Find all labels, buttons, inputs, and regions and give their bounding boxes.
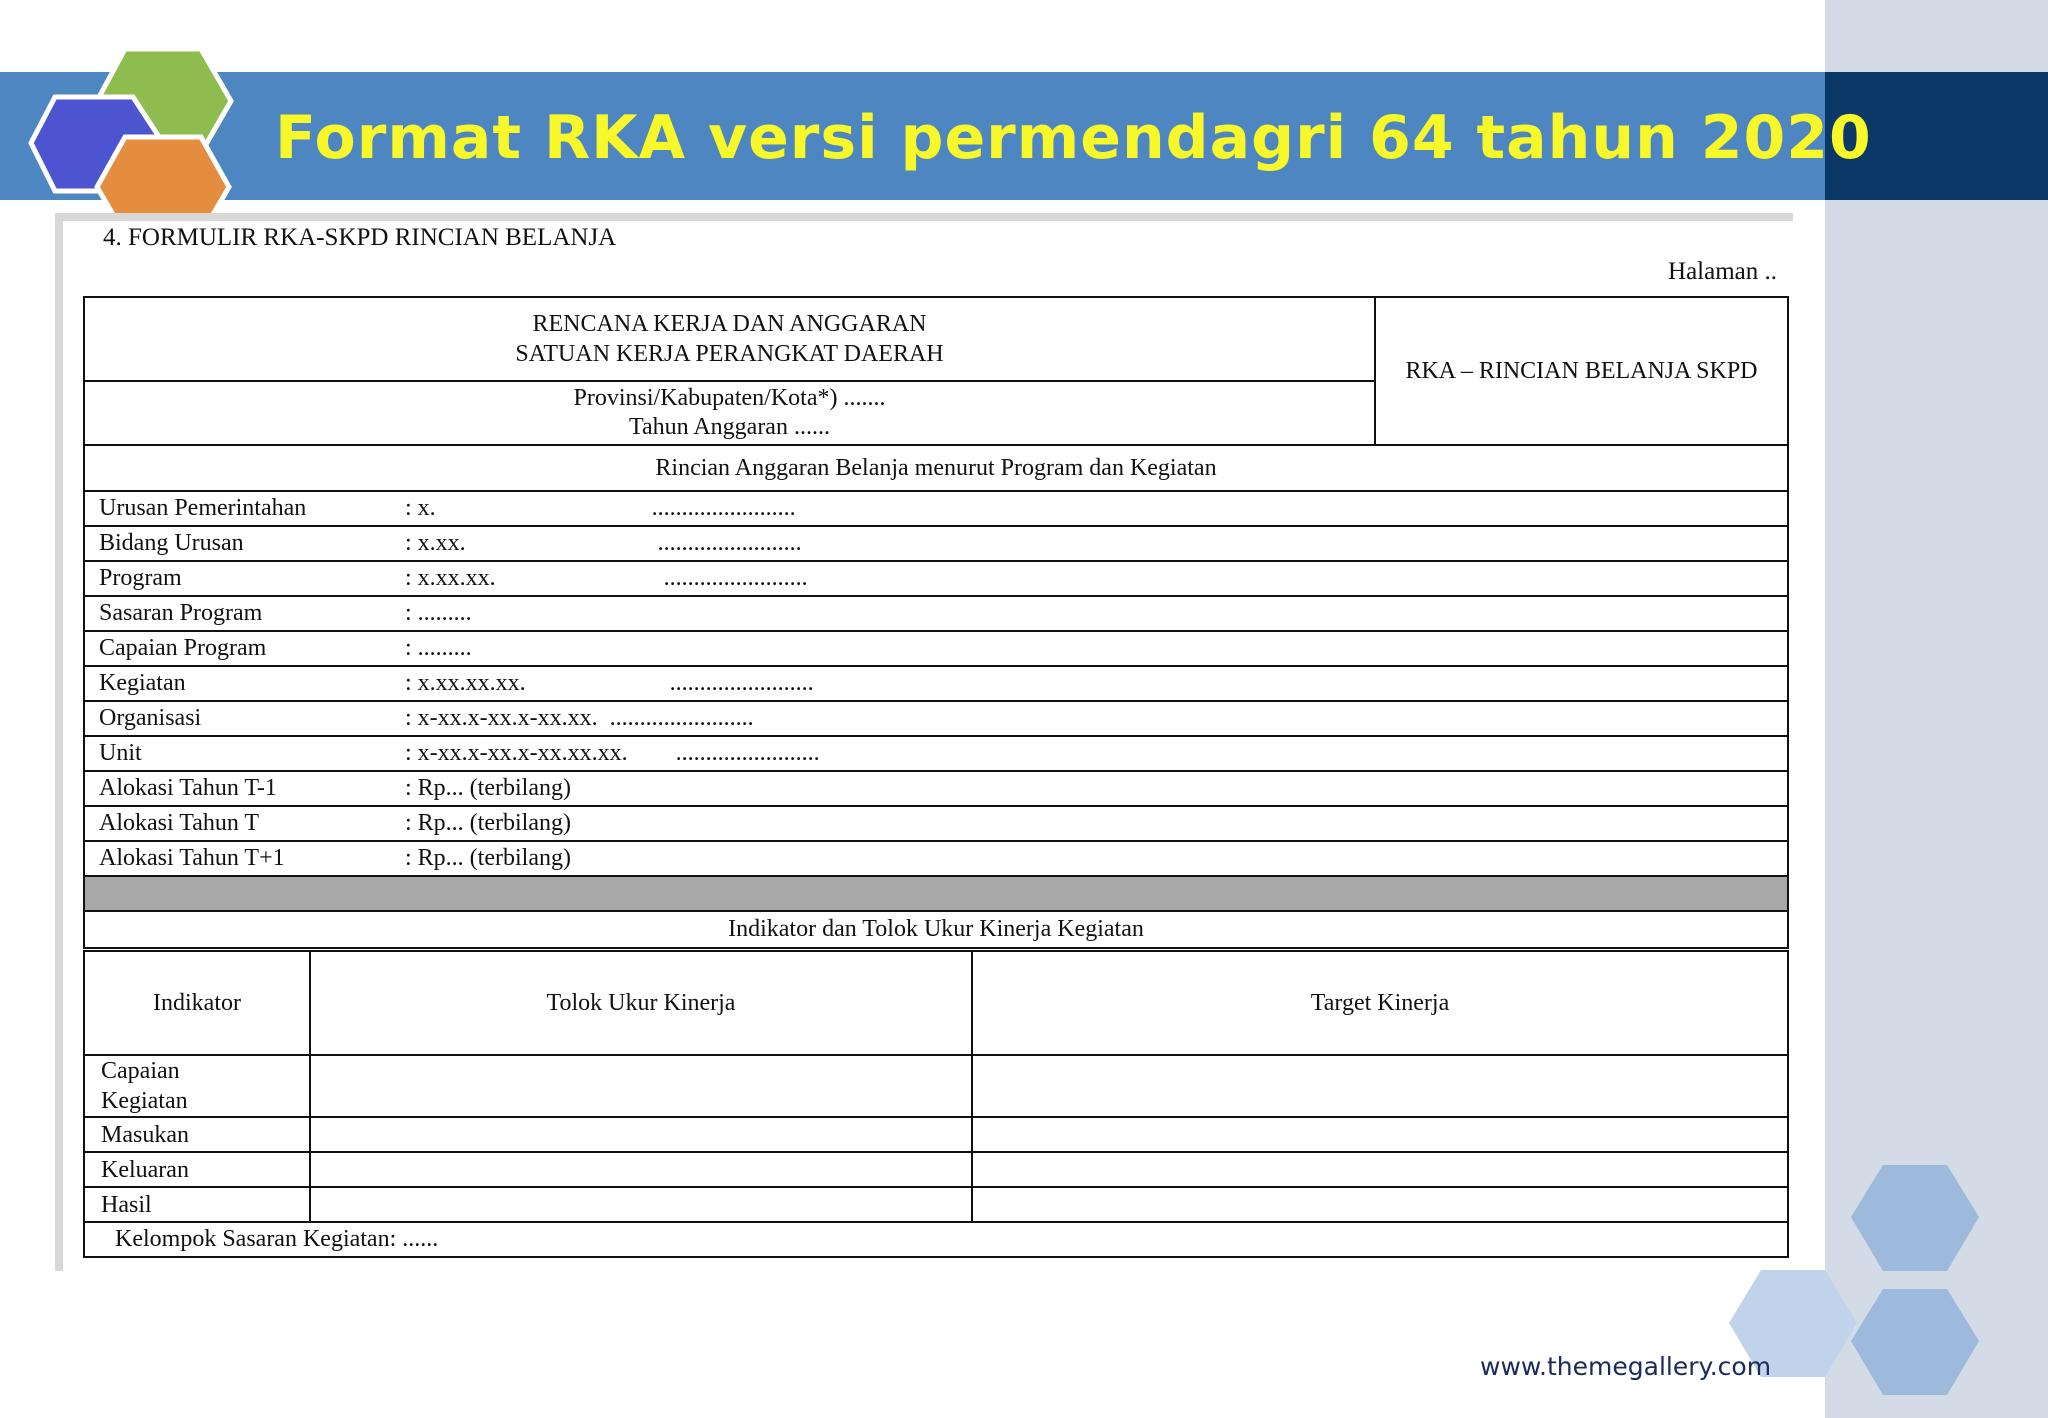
tolok-ukur-cell — [310, 1055, 972, 1117]
indikator-row — [84, 1055, 1788, 1117]
field-row — [84, 491, 1788, 526]
field-value: : x.xx.xx.xx. ........................ — [405, 666, 1788, 701]
target-cell — [972, 1055, 1788, 1117]
rincian-table — [83, 444, 1789, 949]
field-value: : ......... — [405, 631, 1788, 666]
field-label: Alokasi Tahun T+1 — [84, 841, 405, 876]
header-line-2: SATUAN KERJA PERANGKAT DAERAH — [515, 341, 944, 367]
field-value: : ......... — [405, 596, 1788, 631]
field-row — [84, 806, 1788, 841]
indikator-row-label: Hasil — [84, 1187, 310, 1222]
rincian-title: Rincian Anggaran Belanja menurut Program dan Kegiatan — [84, 445, 1788, 491]
form-header-table — [83, 296, 1789, 446]
field-label: Alokasi Tahun T — [84, 806, 405, 841]
indikator-row-text: Capaian Kegiatan — [101, 1058, 188, 1114]
indikator-row-label — [84, 1055, 310, 1117]
header-line-1: RENCANA KERJA DAN ANGGARAN — [532, 311, 927, 337]
indikator-row-label: Masukan — [84, 1117, 310, 1152]
header-province-cell — [84, 381, 1375, 445]
field-label: Organisasi — [84, 701, 405, 736]
tolok-ukur-header: Tolok Ukur Kinerja — [310, 951, 972, 1055]
field-row — [84, 526, 1788, 561]
tolok-ukur-cell — [310, 1152, 972, 1187]
form-heading: 4. FORMULIR RKA-SKPD RINCIAN BELANJA — [103, 224, 617, 251]
field-row — [84, 631, 1788, 666]
indikator-row — [84, 1117, 1788, 1152]
field-value: : Rp... (terbilang) — [405, 771, 1788, 806]
header-line-3: Provinsi/Kabupaten/Kota*) ....... — [573, 385, 886, 411]
field-label: Capaian Program — [84, 631, 405, 666]
field-label: Bidang Urusan — [84, 526, 405, 561]
indikator-row-label: Keluaran — [84, 1152, 310, 1187]
field-value: : x-xx.x-xx.x-xx.xx. ........................ — [405, 701, 1788, 736]
field-row — [84, 701, 1788, 736]
field-label: Sasaran Program — [84, 596, 405, 631]
tolok-ukur-cell — [310, 1187, 972, 1222]
field-value: : x-xx.x-xx.x-xx.xx.xx. ........................ — [405, 736, 1788, 771]
field-row — [84, 596, 1788, 631]
field-value: : x.xx.xx. ........................ — [405, 561, 1788, 596]
field-label: Program — [84, 561, 405, 596]
target-cell — [972, 1152, 1788, 1187]
field-row — [84, 736, 1788, 771]
header-right-cell: RKA – RINCIAN BELANJA SKPD — [1375, 297, 1788, 445]
indikator-table — [83, 950, 1789, 1258]
footer-url[interactable]: www.themegallery.com — [1480, 1352, 1772, 1381]
indikator-row — [84, 1187, 1788, 1222]
field-value: : x. ........................ — [405, 491, 1788, 526]
field-label: Kegiatan — [84, 666, 405, 701]
field-label: Urusan Pemerintahan — [84, 491, 405, 526]
target-cell — [972, 1187, 1788, 1222]
indikator-title: Indikator dan Tolok Ukur Kinerja Kegiatan — [84, 911, 1788, 948]
tolok-ukur-cell — [310, 1117, 972, 1152]
indikator-header: Indikator — [84, 951, 310, 1055]
field-value: : Rp... (terbilang) — [405, 806, 1788, 841]
field-label: Alokasi Tahun T-1 — [84, 771, 405, 806]
grey-separator — [84, 876, 1788, 911]
field-row — [84, 666, 1788, 701]
header-line-4: Tahun Anggaran ...... — [629, 414, 830, 440]
slide-title: Format RKA versi permendagri 64 tahun 2020 — [275, 103, 1872, 173]
field-label: Unit — [84, 736, 405, 771]
form-document — [63, 221, 1785, 1261]
header-title-cell — [84, 297, 1375, 381]
page-number-label: Halaman .. — [1668, 258, 1777, 285]
target-kinerja-header: Target Kinerja — [972, 951, 1788, 1055]
field-value: : Rp... (terbilang) — [405, 841, 1788, 876]
indikator-row — [84, 1152, 1788, 1187]
field-value: : x.xx. ........................ — [405, 526, 1788, 561]
kelompok-sasaran: Kelompok Sasaran Kegiatan: ...... — [84, 1222, 1788, 1257]
target-cell — [972, 1117, 1788, 1152]
field-row — [84, 841, 1788, 876]
field-row — [84, 771, 1788, 806]
field-row — [84, 561, 1788, 596]
hexagon-logo-icon — [25, 45, 235, 225]
